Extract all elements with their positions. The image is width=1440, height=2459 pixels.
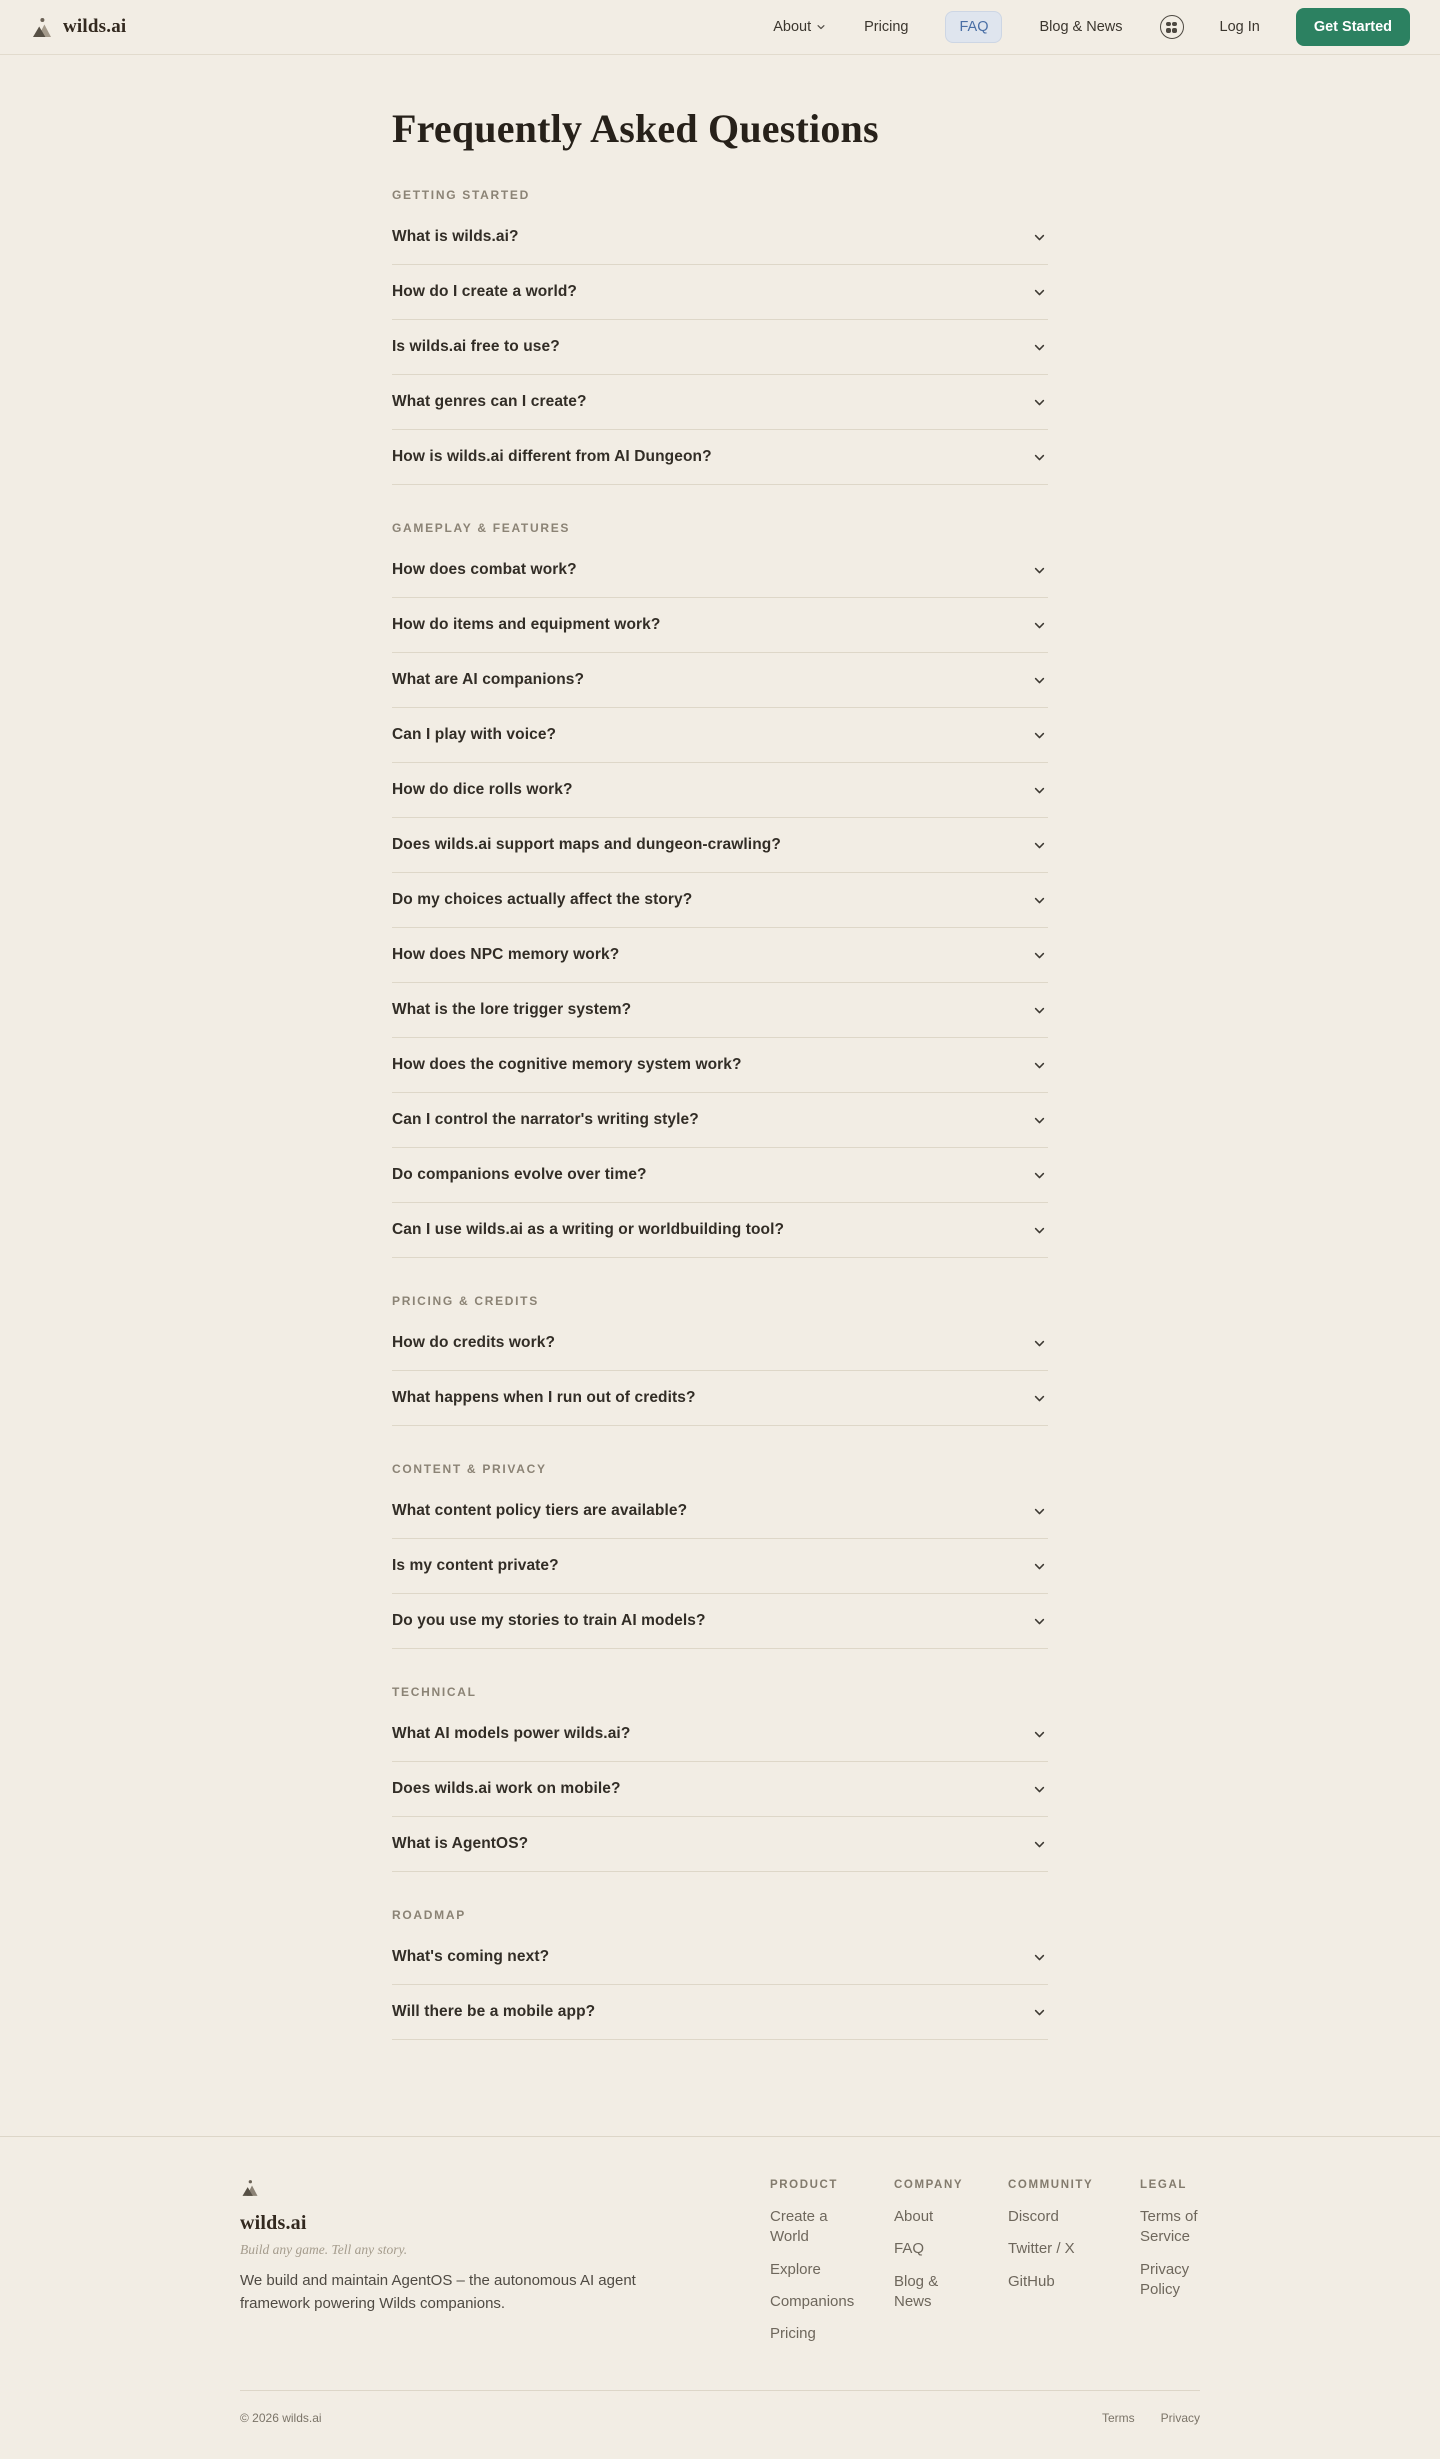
faq-question-text: How do dice rolls work? bbox=[392, 781, 573, 798]
faq-section-label: TECHNICAL bbox=[392, 1685, 477, 1699]
footer-column bbox=[894, 2179, 976, 2356]
footer-column-title: PRODUCT bbox=[770, 2179, 839, 2191]
faq-question-row[interactable] bbox=[392, 320, 1048, 375]
faq-question-row[interactable] bbox=[392, 873, 1048, 928]
faq-section bbox=[392, 521, 1048, 1258]
faq-section-rows bbox=[392, 1930, 1048, 2040]
faq-section bbox=[392, 1462, 1048, 1649]
faq-question-text: What's coming next? bbox=[392, 1948, 550, 1965]
mountain-logo-icon bbox=[240, 2179, 260, 2197]
faq-section-list bbox=[392, 188, 1048, 2040]
nav-item-faq[interactable]: FAQ bbox=[945, 11, 1002, 43]
footer-link[interactable]: Explore bbox=[770, 2260, 821, 2278]
footer-bottom-link-privacy[interactable]: Privacy bbox=[1160, 2411, 1200, 2426]
faq-question-text: Can I control the narrator's writing style? bbox=[392, 1111, 699, 1128]
site-header bbox=[0, 0, 1440, 55]
chevron-down-icon bbox=[1033, 2006, 1046, 2019]
footer-column-title: COMMUNITY bbox=[1008, 2179, 1094, 2191]
faq-question-row[interactable] bbox=[392, 1762, 1048, 1817]
faq-question-row[interactable] bbox=[392, 1985, 1048, 2040]
faq-question-text: How is wilds.ai different from AI Dungeon? bbox=[392, 448, 712, 465]
brand-name: wilds.ai bbox=[63, 16, 127, 37]
footer-link[interactable]: Blog & News bbox=[894, 2272, 939, 2310]
faq-question-row[interactable] bbox=[392, 210, 1048, 265]
chevron-down-icon bbox=[1033, 619, 1046, 632]
chevron-down-icon bbox=[1033, 1337, 1046, 1350]
footer-link[interactable]: FAQ bbox=[894, 2240, 925, 2258]
chevron-down-icon bbox=[1033, 286, 1046, 299]
footer-link[interactable]: Companions bbox=[770, 2292, 855, 2310]
faq-question-row[interactable] bbox=[392, 375, 1048, 430]
footer-column-links bbox=[1140, 2207, 1200, 2300]
faq-question-text: How does combat work? bbox=[392, 561, 577, 578]
faq-question-text: Do companions evolve over time? bbox=[392, 1166, 647, 1183]
chevron-down-icon bbox=[1033, 839, 1046, 852]
footer-column bbox=[1140, 2179, 1200, 2356]
chevron-down-icon bbox=[1033, 231, 1046, 244]
faq-question-row[interactable] bbox=[392, 1930, 1048, 1985]
footer-brand-name: wilds.ai bbox=[240, 2212, 307, 2234]
faq-question-row[interactable] bbox=[392, 1707, 1048, 1762]
faq-section-label: GAMEPLAY & FEATURES bbox=[392, 521, 571, 535]
chevron-down-icon bbox=[1033, 1059, 1046, 1072]
faq-question-text: What genres can I create? bbox=[392, 393, 587, 410]
faq-question-row[interactable] bbox=[392, 265, 1048, 320]
faq-question-row[interactable] bbox=[392, 1484, 1048, 1539]
nav-item-blog-news[interactable]: Blog & News bbox=[1039, 19, 1123, 35]
footer-description: We build and maintain AgentOS – the autonomous AI agent framework powering Wilds companions. bbox=[240, 2272, 636, 2312]
chevron-down-icon bbox=[1033, 894, 1046, 907]
footer-column-links bbox=[894, 2207, 976, 2312]
faq-question-row[interactable] bbox=[392, 1148, 1048, 1203]
chevron-down-icon bbox=[1033, 729, 1046, 742]
footer-bottom-links bbox=[1102, 2411, 1200, 2425]
chevron-down-icon bbox=[1033, 1783, 1046, 1796]
faq-question-text: How does NPC memory work? bbox=[392, 946, 620, 963]
chevron-down-icon bbox=[1033, 1224, 1046, 1237]
footer-link[interactable]: About bbox=[894, 2208, 934, 2225]
footer-column-title: LEGAL bbox=[1140, 2179, 1187, 2191]
faq-question-row[interactable] bbox=[392, 543, 1048, 598]
faq-section bbox=[392, 1294, 1048, 1426]
faq-question-text: Does wilds.ai support maps and dungeon-crawling? bbox=[392, 836, 781, 853]
chevron-down-icon bbox=[1033, 451, 1046, 464]
chevron-down-icon bbox=[1033, 1560, 1046, 1573]
footer-main bbox=[240, 2137, 1200, 2390]
chevron-down-icon bbox=[816, 22, 826, 32]
faq-section-rows bbox=[392, 210, 1048, 485]
faq-question-row[interactable] bbox=[392, 1817, 1048, 1872]
faq-question-row[interactable] bbox=[392, 598, 1048, 653]
footer-bottom-link-terms[interactable]: Terms bbox=[1101, 2411, 1135, 2426]
faq-question-row[interactable] bbox=[392, 1371, 1048, 1426]
faq-section-label: ROADMAP bbox=[392, 1908, 466, 1922]
faq-question-text: How do credits work? bbox=[392, 1334, 556, 1351]
faq-question-row[interactable] bbox=[392, 653, 1048, 708]
footer-link[interactable]: Discord bbox=[1008, 2208, 1059, 2225]
faq-section-label: CONTENT & PRIVACY bbox=[392, 1462, 547, 1476]
chevron-down-icon bbox=[1033, 949, 1046, 962]
faq-question-row[interactable] bbox=[392, 1093, 1048, 1148]
faq-question-row[interactable] bbox=[392, 928, 1048, 983]
faq-question-text: Do you use my stories to train AI models? bbox=[392, 1612, 706, 1629]
faq-question-text: How does the cognitive memory system work? bbox=[392, 1056, 742, 1073]
faq-section bbox=[392, 1685, 1048, 1872]
footer-link[interactable]: GitHub bbox=[1008, 2272, 1055, 2290]
faq-section bbox=[392, 188, 1048, 485]
footer-link[interactable]: Terms of Service bbox=[1140, 2208, 1198, 2246]
faq-question-text: Will there be a mobile app? bbox=[392, 2003, 596, 2020]
faq-question-text: Does wilds.ai work on mobile? bbox=[392, 1780, 621, 1797]
faq-question-row[interactable] bbox=[392, 708, 1048, 763]
copyright-text: © 2026 wilds.ai bbox=[240, 2411, 322, 2426]
faq-question-text: What content policy tiers are available? bbox=[392, 1502, 688, 1519]
nav-item-about[interactable]: About bbox=[772, 11, 827, 43]
footer-bottom-bar bbox=[240, 2390, 1200, 2459]
faq-question-row[interactable] bbox=[392, 1203, 1048, 1258]
faq-section bbox=[392, 1908, 1048, 2040]
faq-question-row[interactable] bbox=[392, 1594, 1048, 1649]
chevron-down-icon bbox=[1033, 784, 1046, 797]
faq-question-text: What happens when I run out of credits? bbox=[392, 1389, 696, 1406]
footer-link[interactable]: Privacy Policy bbox=[1140, 2260, 1190, 2298]
faq-question-text: Can I play with voice? bbox=[392, 726, 557, 743]
chevron-down-icon bbox=[1033, 564, 1046, 577]
chevron-down-icon bbox=[1033, 1505, 1046, 1518]
footer-brand bbox=[240, 2179, 670, 2356]
faq-question-row[interactable] bbox=[392, 1539, 1048, 1594]
faq-question-text: What is wilds.ai? bbox=[392, 228, 519, 245]
faq-question-row[interactable] bbox=[392, 430, 1048, 485]
chevron-down-icon bbox=[1033, 1615, 1046, 1628]
apps-icon[interactable] bbox=[1160, 15, 1184, 39]
footer-link-columns bbox=[770, 2179, 1200, 2356]
brand-logo-link[interactable] bbox=[30, 16, 126, 38]
faq-question-text: Can I use wilds.ai as a writing or worldbuilding tool? bbox=[392, 1221, 785, 1238]
footer-column bbox=[1008, 2179, 1108, 2356]
nav-item-pricing[interactable]: Pricing bbox=[864, 19, 909, 35]
faq-question-text: What is the lore trigger system? bbox=[392, 1001, 632, 1018]
login-link[interactable]: Log In bbox=[1219, 19, 1260, 35]
chevron-down-icon bbox=[1033, 1169, 1046, 1182]
page-title: Frequently Asked Questions bbox=[392, 106, 879, 151]
faq-question-text: Do my choices actually affect the story? bbox=[392, 891, 693, 908]
faq-question-row[interactable] bbox=[392, 818, 1048, 873]
faq-question-text: Is wilds.ai free to use? bbox=[392, 338, 560, 355]
footer-column-title: COMPANY bbox=[894, 2179, 964, 2191]
faq-question-text: What is AgentOS? bbox=[392, 1835, 529, 1852]
faq-question-row[interactable] bbox=[392, 983, 1048, 1038]
get-started-button[interactable]: Get Started bbox=[1296, 8, 1410, 46]
chevron-down-icon bbox=[1033, 1728, 1046, 1741]
footer-column bbox=[770, 2179, 862, 2356]
chevron-down-icon bbox=[1033, 1951, 1046, 1964]
footer-link[interactable]: Pricing bbox=[770, 2325, 816, 2342]
mountain-logo-icon bbox=[30, 17, 54, 38]
faq-section-label: GETTING STARTED bbox=[392, 188, 530, 202]
site-footer bbox=[0, 2136, 1440, 2459]
faq-question-text: Is my content private? bbox=[392, 1557, 559, 1574]
chevron-down-icon bbox=[1033, 674, 1046, 687]
footer-tagline: Build any game. Tell any story. bbox=[240, 2242, 408, 2257]
faq-question-row[interactable] bbox=[392, 1038, 1048, 1093]
apps-icon-dots bbox=[1166, 22, 1177, 33]
faq-main bbox=[392, 55, 1048, 2136]
header-nav bbox=[772, 8, 1410, 46]
faq-question-text: What are AI companions? bbox=[392, 671, 585, 688]
chevron-down-icon bbox=[1033, 1004, 1046, 1017]
faq-section-rows bbox=[392, 1484, 1048, 1649]
faq-question-text: What AI models power wilds.ai? bbox=[392, 1725, 631, 1742]
faq-question-text: How do items and equipment work? bbox=[392, 616, 661, 633]
faq-question-row[interactable] bbox=[392, 763, 1048, 818]
faq-section-label: PRICING & CREDITS bbox=[392, 1294, 539, 1308]
chevron-down-icon bbox=[1033, 396, 1046, 409]
footer-link[interactable]: Twitter / X bbox=[1008, 2240, 1075, 2258]
faq-question-text: How do I create a world? bbox=[392, 283, 577, 300]
faq-question-row[interactable] bbox=[392, 1316, 1048, 1371]
chevron-down-icon bbox=[1033, 341, 1046, 354]
footer-column-links bbox=[770, 2207, 862, 2344]
footer-column-links bbox=[1008, 2207, 1108, 2292]
faq-section-rows bbox=[392, 1707, 1048, 1872]
faq-section-rows bbox=[392, 543, 1048, 1258]
chevron-down-icon bbox=[1033, 1114, 1046, 1127]
chevron-down-icon bbox=[1033, 1392, 1046, 1405]
chevron-down-icon bbox=[1033, 1838, 1046, 1851]
faq-section-rows bbox=[392, 1316, 1048, 1426]
footer-link[interactable]: Create a World bbox=[770, 2208, 828, 2246]
